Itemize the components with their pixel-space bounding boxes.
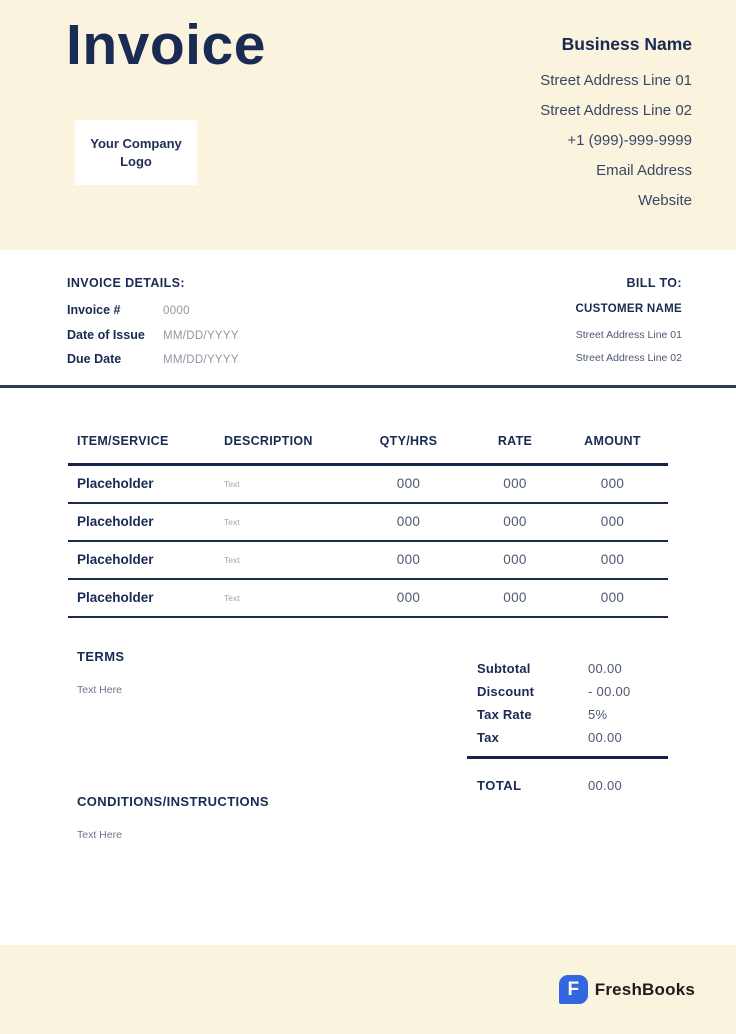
item-amount: 000 bbox=[557, 465, 668, 503]
business-name: Business Name bbox=[561, 34, 692, 54]
business-contact-block bbox=[540, 34, 692, 216]
footer-section bbox=[0, 945, 736, 1034]
item-rate: 000 bbox=[473, 541, 557, 579]
item-name: Placeholder bbox=[68, 503, 224, 541]
customer-address-line-1: Street Address Line 01 bbox=[575, 329, 682, 341]
header-section bbox=[0, 0, 736, 250]
tax-rate-label: Tax Rate bbox=[477, 706, 532, 722]
invoice-number-label: Invoice # bbox=[67, 303, 121, 317]
freshbooks-icon-letter: F bbox=[567, 978, 580, 1000]
summary-section bbox=[68, 618, 668, 932]
table-row bbox=[68, 503, 668, 541]
freshbooks-brand-name: FreshBooks bbox=[594, 979, 695, 999]
table-header-row bbox=[68, 434, 668, 465]
item-qty: 000 bbox=[344, 503, 473, 541]
business-phone: +1 (999)-999-9999 bbox=[567, 132, 692, 149]
discount-label: Discount bbox=[477, 683, 535, 699]
customer-name: CUSTOMER NAME bbox=[575, 303, 682, 315]
column-header-item-service: ITEM/SERVICE bbox=[68, 434, 224, 465]
item-amount: 000 bbox=[557, 503, 668, 541]
subtotal-label: Subtotal bbox=[477, 660, 531, 676]
date-of-issue-label: Date of Issue bbox=[67, 327, 145, 342]
conditions-text: Text Here bbox=[77, 828, 122, 841]
table-row bbox=[68, 579, 668, 617]
column-header-rate: RATE bbox=[473, 434, 557, 465]
item-description: Text bbox=[224, 579, 344, 617]
column-header-qty-hrs: QTY/HRS bbox=[344, 434, 473, 465]
company-logo-placeholder bbox=[75, 120, 197, 185]
page-title: Invoice bbox=[66, 13, 266, 77]
business-address-line-2: Street Address Line 02 bbox=[540, 102, 692, 119]
business-website: Website bbox=[638, 192, 692, 209]
company-logo-text: Your Company Logo bbox=[90, 135, 182, 169]
total-value: 00.00 bbox=[588, 777, 623, 793]
business-address-line-1: Street Address Line 01 bbox=[540, 72, 692, 89]
item-name: Placeholder bbox=[68, 579, 224, 617]
date-of-issue-row bbox=[67, 324, 239, 349]
total-row bbox=[467, 774, 668, 797]
tax-rate-value: 5% bbox=[588, 706, 608, 722]
discount-row bbox=[467, 680, 668, 703]
item-rate: 000 bbox=[473, 579, 557, 617]
item-amount: 000 bbox=[557, 541, 668, 579]
invoice-details-block bbox=[67, 276, 239, 373]
item-qty: 000 bbox=[344, 579, 473, 617]
column-header-amount: AMOUNT bbox=[557, 434, 668, 465]
tax-rate-row bbox=[467, 703, 668, 726]
due-date-row bbox=[67, 348, 239, 373]
item-description: Text bbox=[224, 465, 344, 503]
tax-label: Tax bbox=[477, 729, 500, 745]
item-name: Placeholder bbox=[68, 465, 224, 503]
item-name: Placeholder bbox=[68, 541, 224, 579]
bill-to-heading: BILL TO: bbox=[626, 276, 682, 290]
customer-address-line-2: Street Address Line 02 bbox=[575, 352, 682, 364]
conditions-block bbox=[77, 794, 269, 841]
totals-divider bbox=[467, 756, 668, 759]
item-rate: 000 bbox=[473, 465, 557, 503]
business-email: Email Address bbox=[596, 162, 692, 179]
table-row bbox=[68, 465, 668, 503]
invoice-details-heading: INVOICE DETAILS: bbox=[67, 276, 185, 290]
total-label: TOTAL bbox=[477, 777, 522, 793]
subtotal-row bbox=[467, 657, 668, 680]
column-header-description: DESCRIPTION bbox=[224, 434, 344, 465]
invoice-number-value: 0000 bbox=[163, 305, 190, 317]
date-of-issue-value: MM/DD/YYYY bbox=[163, 329, 239, 342]
item-description: Text bbox=[224, 541, 344, 579]
item-amount: 000 bbox=[557, 579, 668, 617]
invoice-details-section bbox=[0, 250, 736, 388]
invoice-number-row bbox=[67, 299, 239, 324]
discount-value: - 00.00 bbox=[588, 683, 631, 699]
due-date-value: MM/DD/YYYY bbox=[163, 354, 239, 366]
due-date-label: Due Date bbox=[67, 352, 122, 366]
terms-heading: TERMS bbox=[77, 648, 125, 664]
tax-row bbox=[467, 726, 668, 749]
item-rate: 000 bbox=[473, 503, 557, 541]
item-qty: 000 bbox=[344, 541, 473, 579]
totals-block bbox=[467, 657, 668, 797]
table-row bbox=[68, 541, 668, 579]
bill-to-block bbox=[575, 276, 682, 370]
terms-block bbox=[77, 649, 125, 696]
line-items-section bbox=[68, 434, 668, 618]
freshbooks-logo-icon bbox=[559, 975, 588, 1004]
item-description: Text bbox=[224, 503, 344, 541]
item-qty: 000 bbox=[344, 465, 473, 503]
subtotal-value: 00.00 bbox=[588, 660, 623, 676]
line-items-table bbox=[68, 434, 668, 618]
terms-text: Text Here bbox=[77, 683, 122, 696]
conditions-heading: CONDITIONS/INSTRUCTIONS bbox=[77, 793, 269, 809]
tax-value: 00.00 bbox=[588, 729, 623, 745]
